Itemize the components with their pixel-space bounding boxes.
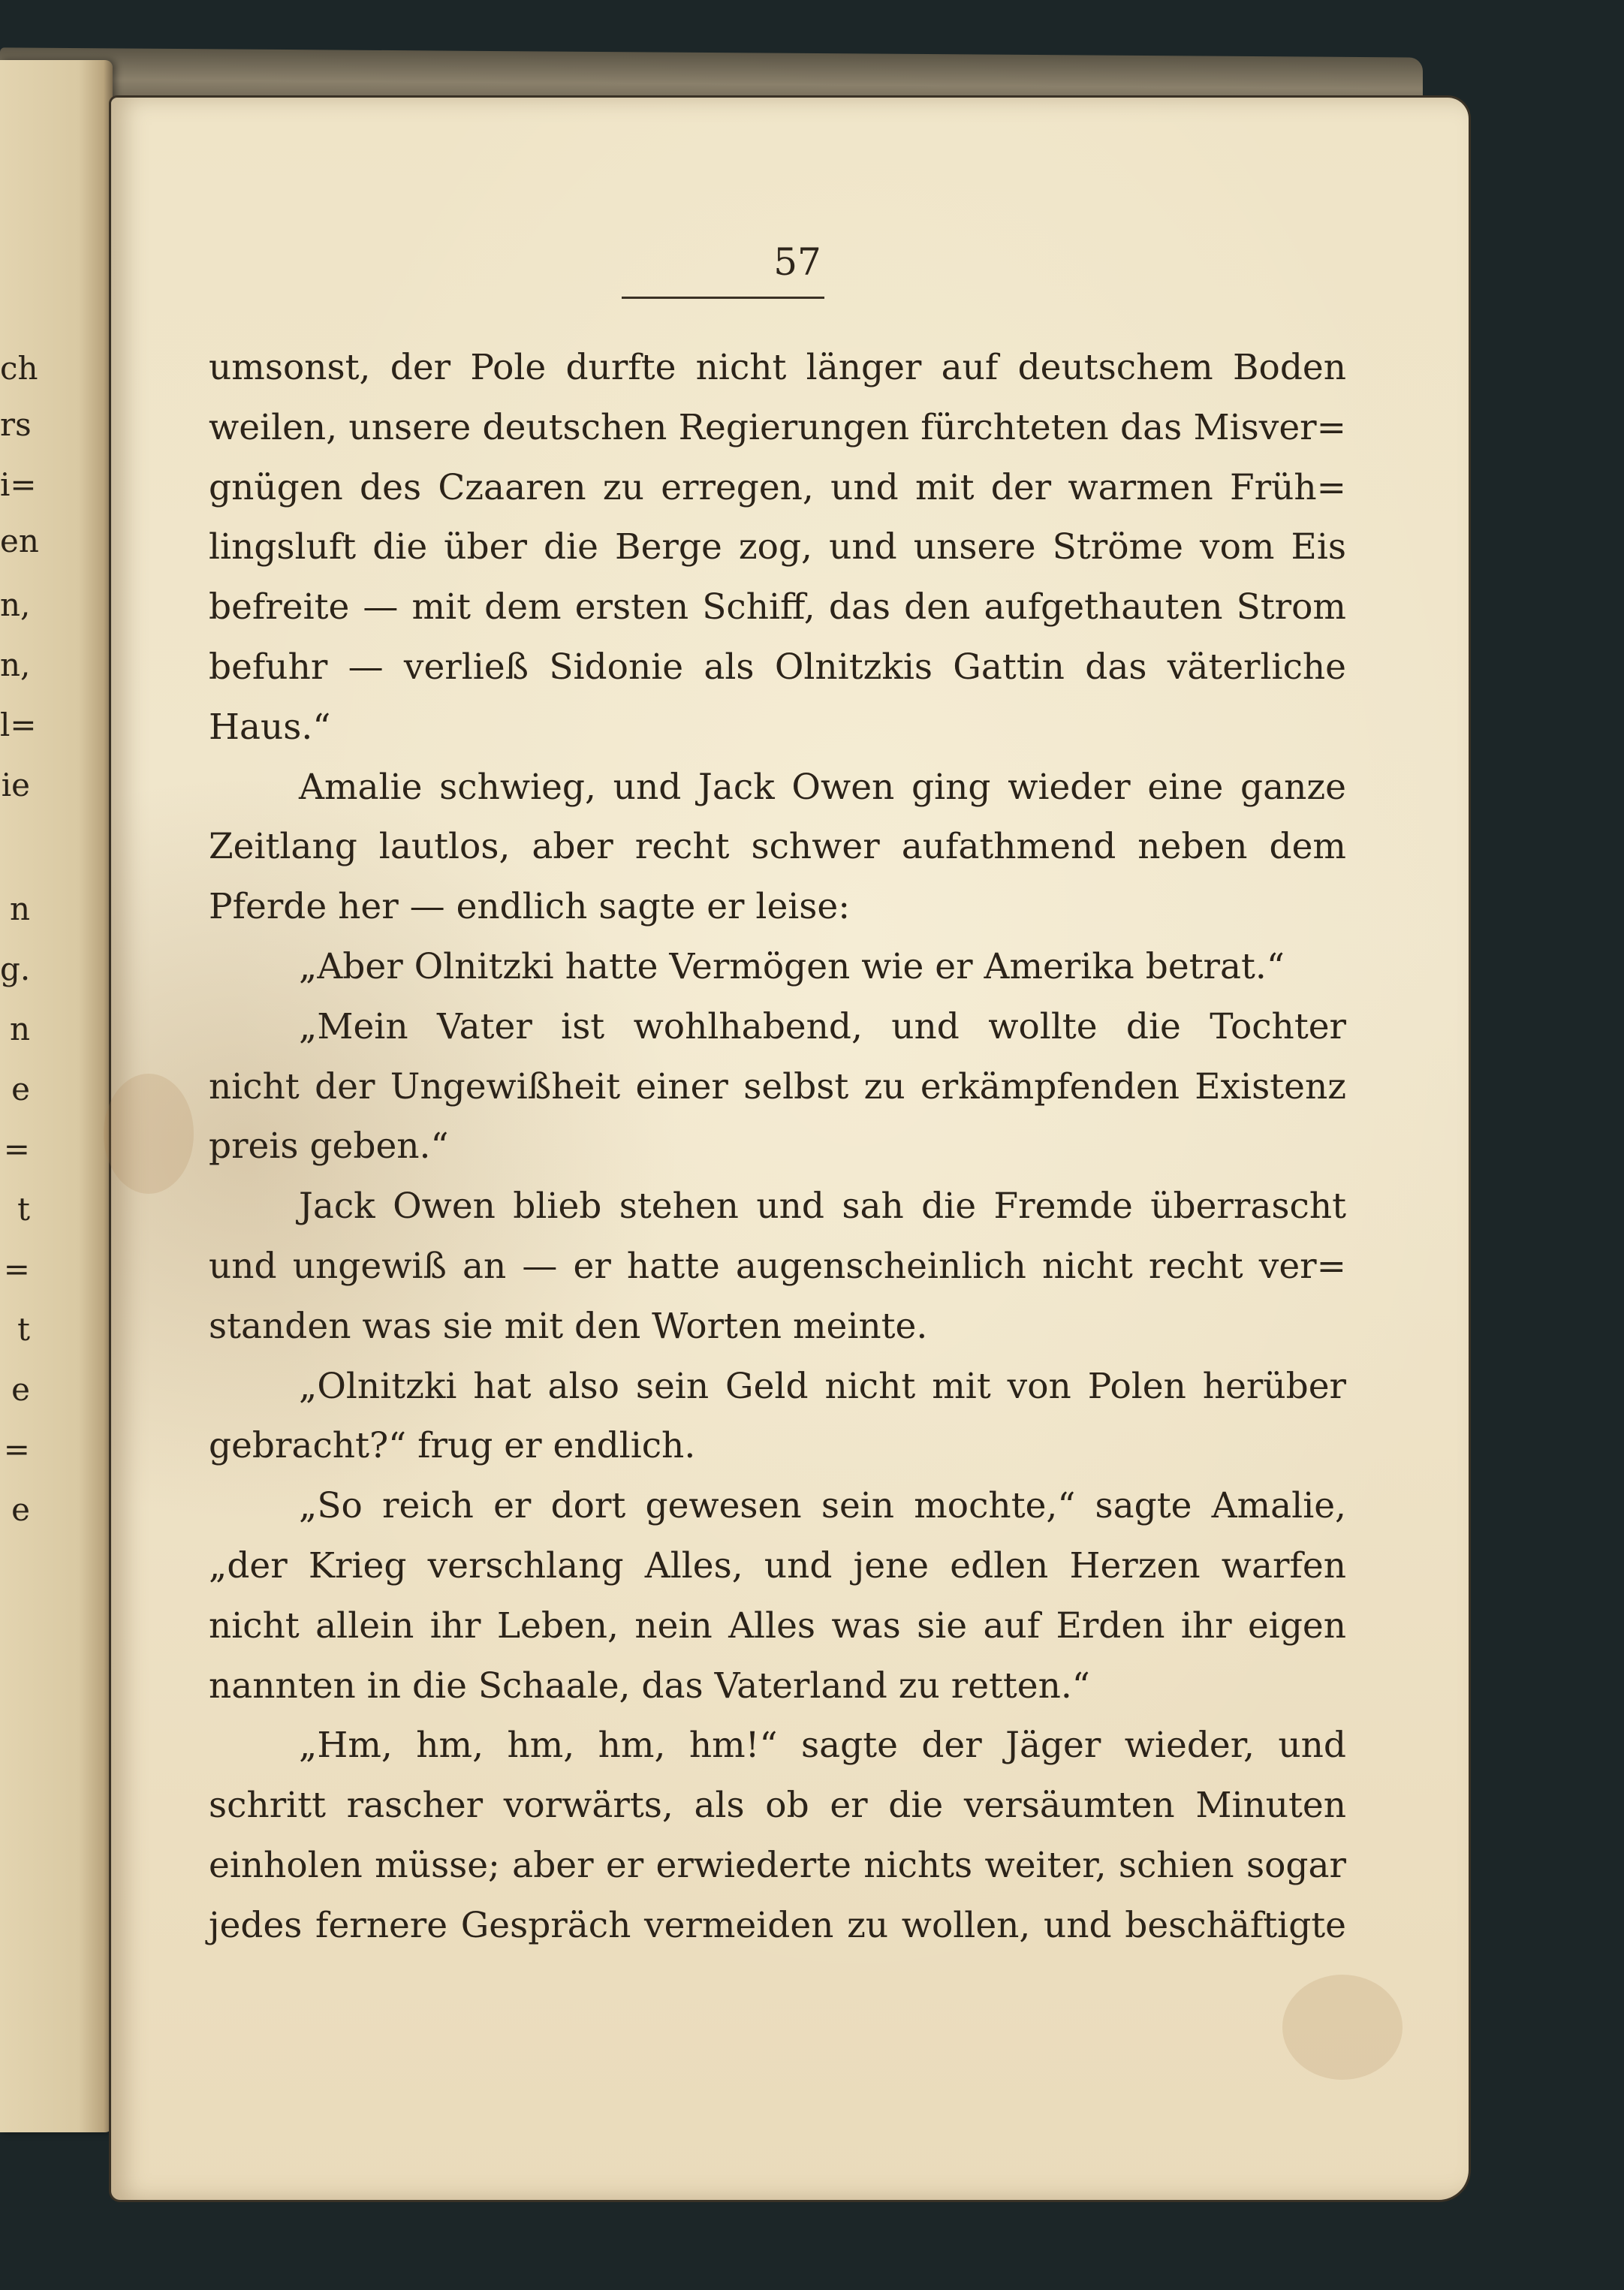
text-line: Haus.“	[209, 706, 331, 748]
header-rule	[622, 297, 824, 299]
text-line: und ungewiß an — er hatte augenscheinlich nicht recht ver=	[209, 1245, 1346, 1287]
text-line: „Aber Olnitzki hatte Vermögen wie er Amerika betrat.“	[299, 945, 1285, 987]
text-line: nicht der Ungewißheit einer selbst zu erkämpfenden Existenz	[209, 1065, 1346, 1107]
text-line: jedes fernere Gespräch vermeiden zu wollen, und beschäftigte	[209, 1904, 1346, 1946]
left-page-fragment: t	[17, 1191, 30, 1228]
text-line: „Olnitzki hat also sein Geld nicht mit von Polen herüber	[299, 1365, 1346, 1407]
left-page-fragment: e	[11, 1071, 30, 1107]
text-line: nicht allein ihr Leben, nein Alles was sie auf Erden ihr eigen	[209, 1605, 1346, 1647]
text-line: Amalie schwieg, und Jack Owen ging wieder eine ganze	[299, 766, 1346, 808]
left-page-fragment: =	[3, 1431, 30, 1468]
text-line: preis geben.“	[209, 1125, 449, 1168]
page-number: 57	[773, 240, 821, 284]
left-page-fragment: n,	[0, 646, 31, 683]
left-page-fragment: n	[9, 890, 30, 927]
left-page-fragment: e	[11, 1491, 30, 1528]
text-line: weilen, unsere deutschen Regierungen fürchteten das Misver=	[209, 406, 1346, 448]
left-page-fragment: e	[11, 1371, 30, 1408]
body-text	[209, 338, 1346, 1956]
left-page-fragment: n	[9, 1011, 30, 1047]
left-page-fragment: =	[3, 1131, 30, 1168]
left-page-fragment: t	[17, 1311, 30, 1348]
left-facing-page	[0, 60, 113, 2132]
left-page-fragment: en	[0, 523, 39, 559]
left-page-fragment: ie	[1, 767, 30, 803]
left-page-fragment: l=	[0, 707, 37, 743]
left-page-fragment: ch	[0, 350, 38, 387]
text-line: nannten in die Schaale, das Vaterland zu retten.“	[209, 1665, 1090, 1707]
text-line: „Hm, hm, hm, hm, hm!“ sagte der Jäger wieder, und	[299, 1725, 1346, 1767]
text-line: „der Krieg verschlang Alles, und jene edlen Herzen warfen	[209, 1544, 1346, 1586]
text-line: Jack Owen blieb stehen und sah die Fremde überrascht	[299, 1186, 1346, 1228]
text-line: gnügen des Czaaren zu erregen, und mit der warmen Früh=	[209, 466, 1346, 508]
text-line: umsonst, der Pole durfte nicht länger auf deutschem Boden	[209, 347, 1346, 388]
left-page-fragment: =	[3, 1251, 30, 1288]
text-line: lingsluft die über die Berge zog, und unsere Ströme vom Eis	[209, 526, 1346, 568]
text-line: Zeitlang lautlos, aber recht schwer aufathmend neben dem	[209, 826, 1346, 868]
text-line: „So reich er dort gewesen sein mochte,“ sagte Amalie,	[299, 1485, 1346, 1527]
left-page-fragment: n,	[0, 586, 31, 623]
text-line: „Mein Vater ist wohlhabend, und wollte die Tochter	[299, 1005, 1346, 1047]
text-line: befreite — mit dem ersten Schiff, das den aufgethauten Strom	[209, 586, 1346, 628]
text-line: Pferde her — endlich sagte er leise:	[209, 886, 851, 928]
left-page-fragment: g.	[0, 951, 31, 987]
paper-stain	[1282, 1975, 1403, 2080]
text-line: befuhr — verließ Sidonie als Olnitzkis Gattin das väterliche	[209, 646, 1346, 688]
right-page	[111, 98, 1469, 2200]
text-line: schritt rascher vorwärts, als ob er die versäumten Minuten	[209, 1785, 1346, 1827]
text-line: standen was sie mit den Worten meinte.	[209, 1305, 928, 1347]
paper-stain	[104, 1074, 194, 1194]
text-line: einholen müsse; aber er erwiederte nichts weiter, schien sogar	[209, 1844, 1346, 1886]
left-page-fragment: rs	[0, 406, 32, 443]
left-page-fragment: i=	[0, 466, 37, 503]
text-line: gebracht?“ frug er endlich.	[209, 1425, 696, 1467]
